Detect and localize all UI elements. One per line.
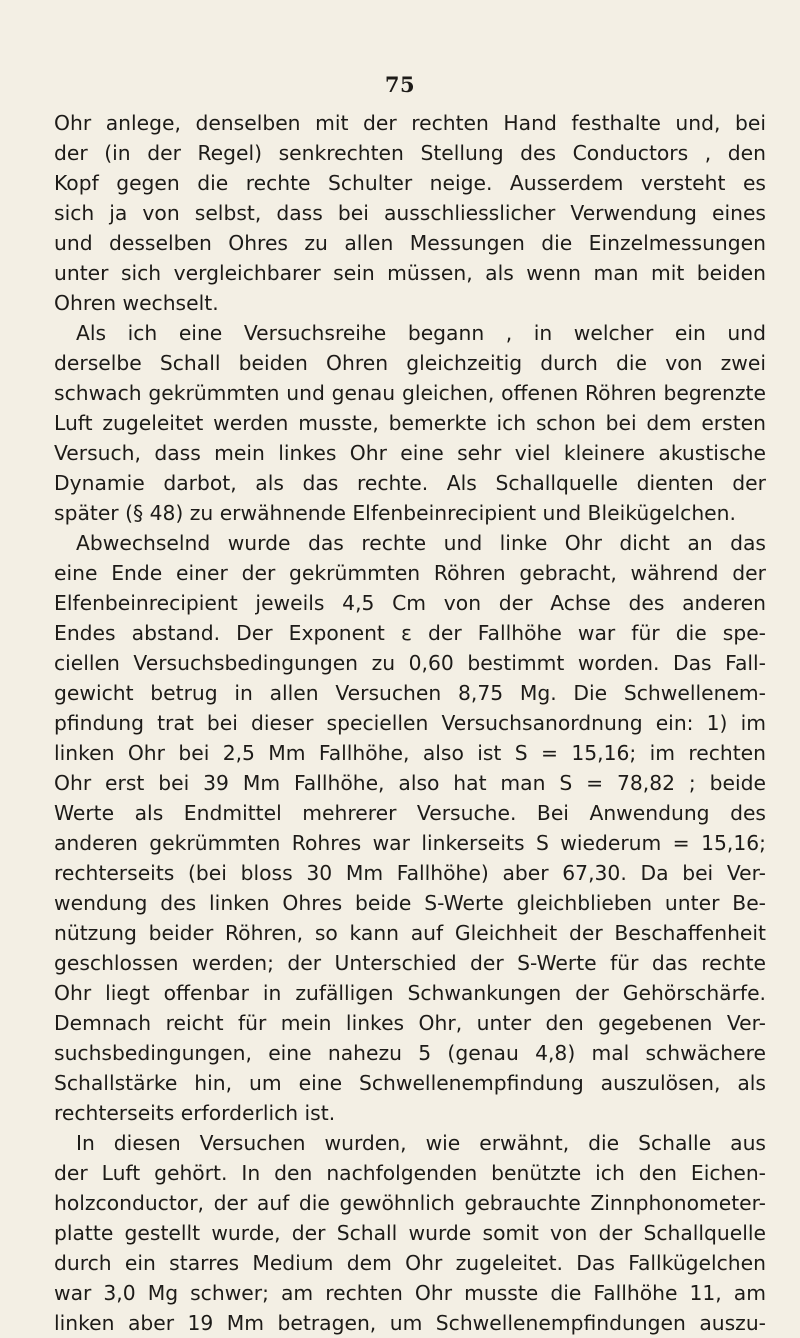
text-line: und desselben Ohres zu allen Messungen die Einzelmessungen xyxy=(54,231,766,255)
text-line: Kopf gegen die rechte Schulter neige. Ausserdem versteht es xyxy=(54,171,766,195)
text-line: Werte als Endmittel mehrerer Versuche. Bei Anwendung des xyxy=(54,801,766,825)
text-line: ciellen Versuchsbedingungen zu 0,60 bestimmt worden. Das Fall- xyxy=(54,651,766,675)
text-line: rechterseits erforderlich ist. xyxy=(54,1101,336,1125)
text-line: holzconductor, der auf die gewöhnlich gebrauchte Zinnphonometer- xyxy=(54,1191,766,1215)
text-line: rechterseits (bei bloss 30 Mm Fallhöhe) aber 67,30. Da bei Ver- xyxy=(54,861,766,885)
text-line: Ohr anlege, denselben mit der rechten Hand festhalte und, bei xyxy=(54,111,766,135)
text-line: Versuch, dass mein linkes Ohr eine sehr viel kleinere akustische xyxy=(54,441,766,465)
text-line: Demnach reicht für mein linkes Ohr, unter den gegebenen Ver- xyxy=(54,1011,766,1035)
text-line: Abwechselnd wurde das rechte und linke Ohr dicht an das xyxy=(76,531,766,555)
page-number: 75 xyxy=(384,72,416,97)
text-line: unter sich vergleichbarer sein müssen, als wenn man mit beiden xyxy=(54,261,766,285)
text-line: Elfenbeinrecipient jeweils 4,5 Cm von der Achse des anderen xyxy=(54,591,766,615)
text-line: platte gestellt wurde, der Schall wurde somit von der Schallquelle xyxy=(54,1221,766,1245)
text-line: Ohren wechselt. xyxy=(54,291,219,315)
text-line: anderen gekrümmten Rohres war linkerseits S wiederum = 15,16; xyxy=(54,831,766,855)
text-line: eine Ende einer der gekrümmten Röhren gebracht, während der xyxy=(54,561,766,585)
text-line: durch ein starres Medium dem Ohr zugeleitet. Das Fallkügelchen xyxy=(54,1251,766,1275)
text-line: schwach gekrümmten und genau gleichen, offenen Röhren begrenzte xyxy=(54,381,766,405)
text-line: wendung des linken Ohres beide S-Werte gleichblieben unter Be- xyxy=(54,891,766,915)
text-line: linken Ohr bei 2,5 Mm Fallhöhe, also ist S = 15,16; im rechten xyxy=(54,741,766,765)
text-line: gewicht betrug in allen Versuchen 8,75 Mg. Die Schwellenem- xyxy=(54,681,766,705)
text-line: sich ja von selbst, dass bei ausschliesslicher Verwendung eines xyxy=(54,201,766,225)
text-line: Luft zugeleitet werden musste, bemerkte ich schon bei dem ersten xyxy=(54,411,766,435)
text-line: war 3,0 Mg schwer; am rechten Ohr musste die Fallhöhe 11, am xyxy=(54,1281,766,1305)
text-line: pfindung trat bei dieser speciellen Versuchsanordnung ein: 1) im xyxy=(54,711,766,735)
text-line: suchsbedingungen, eine nahezu 5 (genau 4,8) mal schwächere xyxy=(54,1041,766,1065)
text-line: Ohr erst bei 39 Mm Fallhöhe, also hat man S = 78,82 ; beide xyxy=(54,771,766,795)
text-line: In diesen Versuchen wurden, wie erwähnt, die Schalle aus xyxy=(76,1131,766,1155)
text-line: Dynamie darbot, als das rechte. Als Schallquelle dienten der xyxy=(54,471,766,495)
text-line: Endes abstand. Der Exponent ε der Fallhöhe war für die spe- xyxy=(54,621,766,645)
text-line: der Luft gehört. In den nachfolgenden benützte ich den Eichen- xyxy=(54,1161,766,1185)
text-line: geschlossen werden; der Unterschied der S-Werte für das rechte xyxy=(54,951,766,975)
text-line: der (in der Regel) senkrechten Stellung des Conductors , den xyxy=(54,141,766,165)
text-line: derselbe Schall beiden Ohren gleichzeitig durch die von zwei xyxy=(54,351,766,375)
text-line: Schallstärke hin, um eine Schwellenempfindung auszulösen, als xyxy=(54,1071,766,1095)
text-line: Ohr liegt offenbar in zufälligen Schwankungen der Gehörschärfe. xyxy=(54,981,766,1005)
text-line: linken aber 19 Mm betragen, um Schwellenempfindungen auszu- xyxy=(54,1311,766,1335)
body-text xyxy=(54,108,766,1338)
text-line: später (§ 48) zu erwähnende Elfenbeinrecipient und Bleikügelchen. xyxy=(54,501,736,525)
text-line: nützung beider Röhren, so kann auf Gleichheit der Beschaffenheit xyxy=(54,921,766,945)
text-line: Als ich eine Versuchsreihe begann , in welcher ein und xyxy=(76,321,766,345)
